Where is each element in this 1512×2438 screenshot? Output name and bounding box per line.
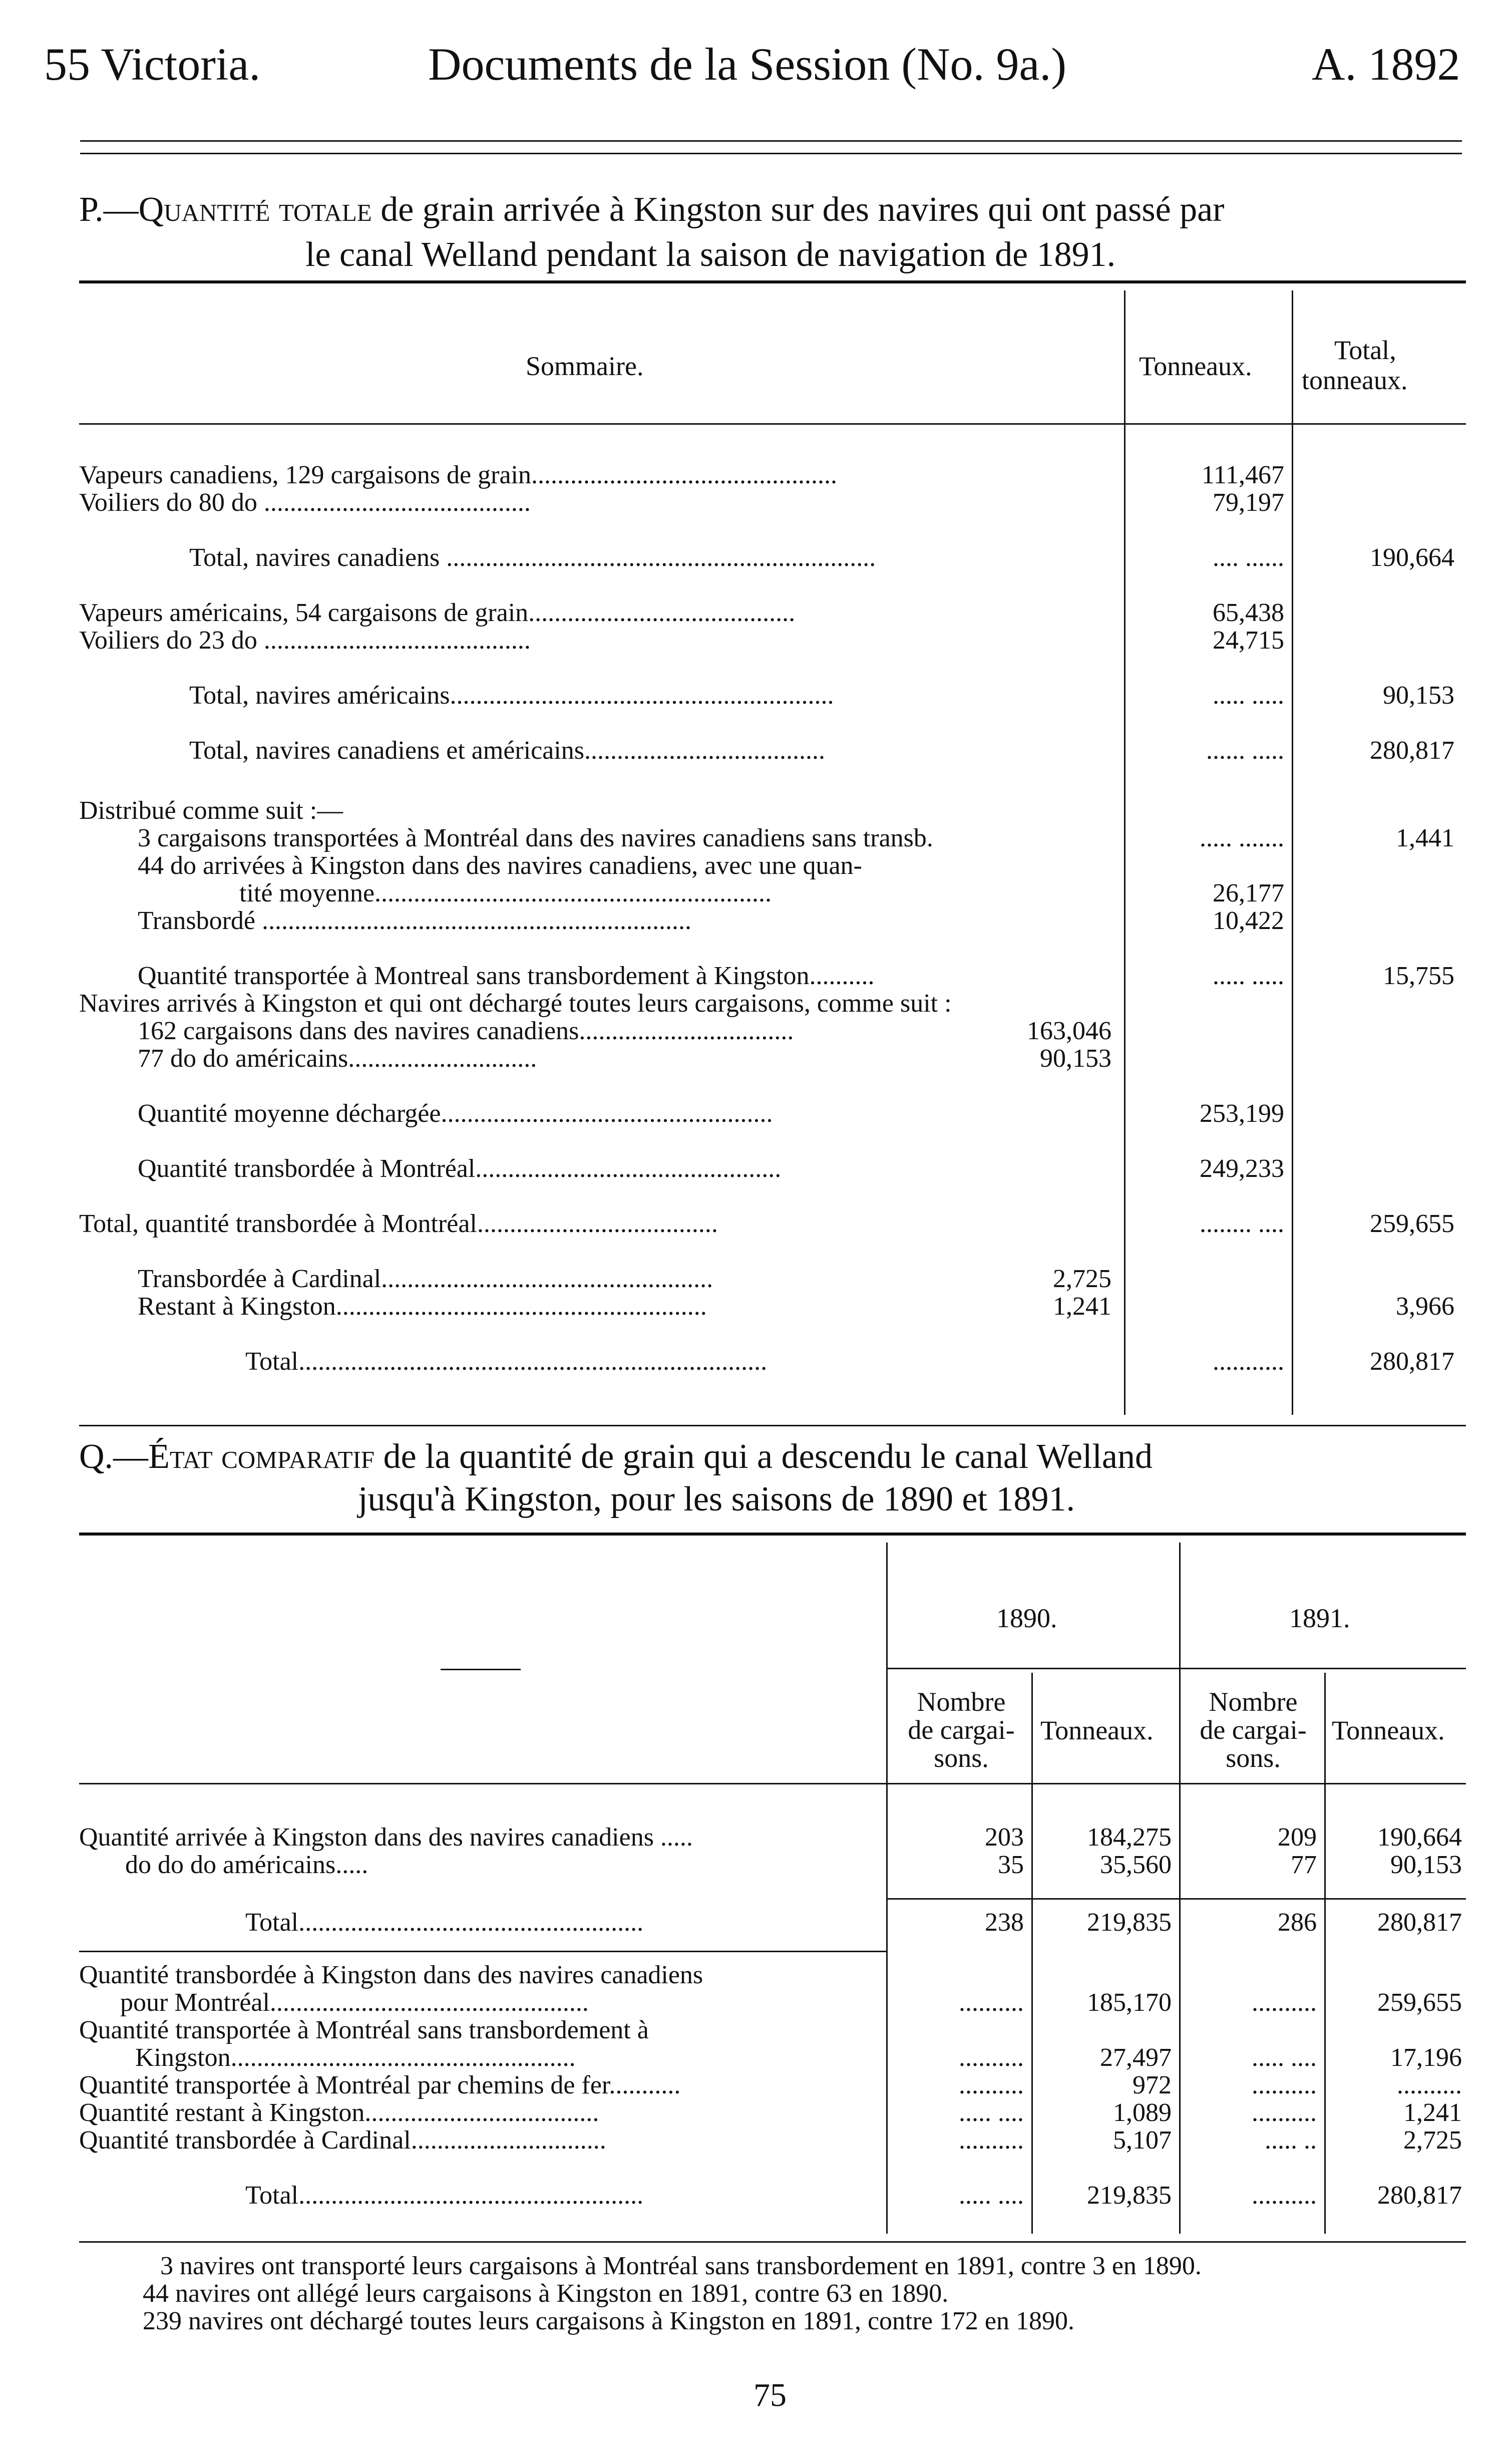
- p-col-summary: Sommaire.: [526, 351, 644, 381]
- page-number: 75: [753, 2377, 787, 2413]
- q-row-t2: 190,664: [1377, 1823, 1462, 1852]
- q-top-rule: [79, 1533, 1466, 1536]
- q-nombre-line-2: de cargai-: [1200, 1715, 1307, 1745]
- p-col-total-1: Total,: [1334, 335, 1396, 365]
- q-subtotal-rule: [886, 1898, 1466, 1900]
- q-row-t1: 35,560: [1100, 1851, 1172, 1879]
- p-row-tons: ........ ....: [1200, 1209, 1284, 1238]
- q-row-label: Quantité arrivée à Kingston dans des navires canadiens .....: [79, 1823, 693, 1852]
- q-row-t2: 280,817: [1377, 1908, 1462, 1937]
- p-row-subvalue: 1,241: [1053, 1292, 1111, 1321]
- header-rule-1: [80, 140, 1462, 142]
- q-row-label: Quantité transportée à Montréal sans transbordement à: [79, 2016, 649, 2044]
- p-row-total: 280,817: [1370, 736, 1454, 765]
- p-title-smallcaps: Quantité totale: [138, 190, 372, 229]
- q-row-n1: ..........: [959, 1988, 1024, 2017]
- p-bottom-rule: [79, 1425, 1466, 1426]
- q-row-t2: 2,725: [1403, 2126, 1462, 2155]
- q-row-n2: ..........: [1252, 1988, 1317, 2017]
- q-row-t2: 1,241: [1403, 2098, 1462, 2127]
- p-row-total: 280,817: [1370, 1347, 1454, 1376]
- p-row-total: 15,755: [1383, 962, 1454, 990]
- p-row-label: 77 do do américains.............................: [138, 1044, 537, 1073]
- q-col-rule-4: [1324, 1673, 1326, 2234]
- p-row-tons: 253,199: [1200, 1099, 1284, 1128]
- note-1: 3 navires ont transporté leurs cargaisons à Montréal sans transbordement en 1891, contre 3 en 1890.: [160, 2252, 1202, 2280]
- p-row-label: tité moyenne.............................................................: [239, 879, 772, 907]
- q-row-label: Total.....................................................: [245, 1908, 644, 1937]
- q-row-n2: ..........: [1252, 2071, 1317, 2099]
- p-row-label: Total, navires canadiens et américains.....................................: [189, 736, 826, 765]
- q-row-n1: 238: [985, 1908, 1024, 1937]
- p-row-label: Total, navires américains...........................................................: [189, 681, 834, 710]
- q-year-rule: [886, 1668, 1466, 1669]
- p-row-total: 190,664: [1370, 543, 1454, 572]
- p-row-subvalue: 163,046: [1027, 1017, 1111, 1045]
- p-row-label: Voiliers do 23 do .........................................: [79, 626, 531, 655]
- q-row-t2: 17,196: [1390, 2043, 1462, 2072]
- p-row-label: Total, quantité transbordée à Montréal.....................................: [79, 1209, 718, 1238]
- q-row-n1: ..... ....: [959, 2181, 1024, 2210]
- p-row-tons: 249,233: [1200, 1154, 1284, 1183]
- q-nombre-line-3: sons.: [1226, 1743, 1281, 1773]
- q-title-rest: de la quantité de grain qui a descendu le canal Welland: [374, 1437, 1153, 1476]
- q-bottom-rule: [79, 2241, 1466, 2243]
- q-row-n2: 77: [1291, 1851, 1317, 1879]
- q-col-rule-2: [1031, 1673, 1033, 2234]
- q-title-smallcaps: État comparatif: [148, 1437, 375, 1476]
- q-row-n2: 286: [1278, 1908, 1317, 1937]
- q-row-t1: 27,497: [1100, 2043, 1172, 2072]
- p-row-label: Quantité transportée à Montreal sans transbordement à Kingston..........: [138, 962, 875, 990]
- q-row-n1: ..........: [959, 2043, 1024, 2072]
- p-row-label: Distribué comme suit :—: [79, 796, 343, 825]
- p-row-label: Voiliers do 80 do .........................................: [79, 488, 531, 517]
- q-nombre-line-3: sons.: [934, 1743, 989, 1773]
- header-right: A. 1892: [1312, 39, 1460, 90]
- p-row-label: 44 do arrivées à Kingston dans des navires canadiens, avec une quan-: [138, 851, 862, 880]
- q-row-t1: 185,170: [1087, 1988, 1172, 2017]
- p-row-label: Quantité transbordée à Montréal...............................................: [138, 1154, 782, 1183]
- q-row-t1: 1,089: [1113, 2098, 1172, 2127]
- p-row-tons: ...........: [1213, 1347, 1284, 1376]
- q-row-t1: 219,835: [1087, 2181, 1172, 2210]
- q-row-n2: 209: [1278, 1823, 1317, 1852]
- q-row-t1: 972: [1132, 2071, 1172, 2099]
- p-row-tons: 79,197: [1213, 488, 1284, 517]
- p-row-tons: 26,177: [1213, 879, 1284, 907]
- q-nombre-1891: [1191, 1688, 1316, 1772]
- p-row-label: Navires arrivés à Kingston et qui ont déchargé toutes leurs cargaisons, comme suit :: [79, 989, 952, 1018]
- q-row-n1: ..........: [959, 2071, 1024, 2099]
- q-row-n1: ..........: [959, 2126, 1024, 2155]
- q-col-rule-3: [1179, 1543, 1181, 2234]
- q-title-line2: jusqu'à Kingston, pour les saisons de 1890 et 1891.: [358, 1480, 1075, 1518]
- q-row-label: do do do américains.....: [125, 1851, 368, 1879]
- q-row-t2: 259,655: [1377, 1988, 1462, 2017]
- q-row-label: pour Montréal.................................................: [120, 1988, 589, 2017]
- p-row-tons: .... ......: [1213, 543, 1284, 572]
- p-top-rule: [79, 280, 1466, 283]
- q-year-1891: 1891.: [1289, 1603, 1350, 1633]
- q-title: [79, 1432, 1153, 1481]
- p-row-label: Vapeurs canadiens, 129 cargaisons de grain...............................................: [79, 461, 837, 489]
- p-row-total: 1,441: [1396, 824, 1454, 852]
- p-col-tons: Tonneaux.: [1139, 351, 1252, 381]
- q-nombre-line-2: de cargai-: [908, 1715, 1015, 1745]
- note-3: 239 navires ont déchargé toutes leurs cargaisons à Kingston en 1891, contre 172 en 1890.: [143, 2307, 1074, 2335]
- q-short-rule: [441, 1669, 521, 1670]
- q-label: Q.—: [79, 1437, 149, 1476]
- p-row-label: Transbordé ..................................................................: [138, 906, 691, 935]
- p-row-total: 259,655: [1370, 1209, 1454, 1238]
- p-row-label: 3 cargaisons transportées à Montréal dans des navires canadiens sans transb.: [138, 824, 933, 852]
- q-nombre-line-1: Nombre: [1209, 1687, 1298, 1717]
- q-row-t1: 5,107: [1113, 2126, 1172, 2155]
- header-rule-2: [80, 153, 1462, 154]
- header-center: Documents de la Session (No. 9a.): [428, 39, 1066, 90]
- p-row-tons: 65,438: [1213, 598, 1284, 627]
- q-row-label: Kingston.....................................................: [135, 2043, 576, 2072]
- q-row-n2: ..........: [1252, 2181, 1317, 2210]
- q-row-n1: ..... ....: [959, 2098, 1024, 2127]
- p-row-tons: 10,422: [1213, 906, 1284, 935]
- p-col-rule-2: [1292, 290, 1293, 1415]
- q-nombre-1890: [899, 1688, 1024, 1772]
- q-year-1890: 1890.: [996, 1603, 1057, 1633]
- p-row-subvalue: 90,153: [1040, 1044, 1111, 1073]
- p-row-total: 3,966: [1396, 1292, 1454, 1321]
- p-row-tons: ..... .....: [1213, 681, 1284, 710]
- q-row-label: Quantité transbordée à Kingston dans des navires canadiens: [79, 1961, 703, 1989]
- p-row-tons: ...... .....: [1206, 736, 1284, 765]
- q-row-label: Quantité restant à Kingston....................................: [79, 2098, 599, 2127]
- q-row-label: Total.....................................................: [245, 2181, 644, 2210]
- q-row-t2: 280,817: [1377, 2181, 1462, 2210]
- note-2: 44 navires ont allégé leurs cargaisons à Kingston en 1891, contre 63 en 1890.: [143, 2279, 949, 2308]
- q-tons-1891: Tonneaux.: [1332, 1715, 1445, 1745]
- q-section-rule: [79, 1951, 886, 1952]
- p-col-rule-1: [1124, 290, 1125, 1415]
- q-head-rule: [79, 1783, 1466, 1784]
- p-row-total: 90,153: [1383, 681, 1454, 710]
- p-head-rule: [79, 423, 1466, 425]
- p-row-subvalue: 2,725: [1053, 1265, 1111, 1293]
- q-nombre-line-1: Nombre: [917, 1687, 1006, 1717]
- q-row-t2: 90,153: [1390, 1851, 1462, 1879]
- p-row-label: Restant à Kingston.........................................................: [138, 1292, 707, 1321]
- p-row-label: Total, navires canadiens ..................................................................: [189, 543, 876, 572]
- p-title-line2: le canal Welland pendant la saison de navigation de 1891.: [305, 235, 1116, 274]
- q-tons-1890: Tonneaux.: [1040, 1715, 1154, 1745]
- p-row-tons: ..... .....: [1213, 962, 1284, 990]
- q-row-t2: ..........: [1397, 2071, 1462, 2099]
- p-row-label: Total........................................................................: [245, 1347, 768, 1376]
- p-title: [79, 185, 1225, 234]
- q-row-n2: ..... ....: [1252, 2043, 1317, 2072]
- header-left: 55 Victoria.: [44, 39, 261, 90]
- q-row-label: Quantité transportée à Montréal par chemins de fer...........: [79, 2071, 681, 2099]
- p-row-tons: 24,715: [1213, 626, 1284, 655]
- p-row-tons: ..... .......: [1200, 824, 1284, 852]
- q-col-rule-1: [886, 1543, 888, 2234]
- q-row-n2: ..........: [1252, 2098, 1317, 2127]
- p-row-label: Transbordée à Cardinal...................................................: [138, 1265, 713, 1293]
- p-row-tons: 111,467: [1201, 461, 1284, 489]
- q-row-n2: ..... ..: [1265, 2126, 1317, 2155]
- p-title-rest: de grain arrivée à Kingston sur des navires qui ont passé par: [371, 190, 1225, 229]
- q-row-t1: 219,835: [1087, 1908, 1172, 1937]
- p-row-label: Vapeurs américains, 54 cargaisons de grain.........................................: [79, 598, 796, 627]
- q-row-label: Quantité transbordée à Cardinal..............................: [79, 2126, 606, 2155]
- p-row-label: Quantité moyenne déchargée...................................................: [138, 1099, 773, 1128]
- q-row-t1: 184,275: [1087, 1823, 1172, 1852]
- p-label: P.—: [79, 190, 139, 229]
- p-row-label: 162 cargaisons dans des navires canadiens.................................: [138, 1017, 794, 1045]
- q-row-n1: 203: [985, 1823, 1024, 1852]
- q-row-n1: 35: [998, 1851, 1024, 1879]
- p-col-total-2: tonneaux.: [1302, 365, 1408, 395]
